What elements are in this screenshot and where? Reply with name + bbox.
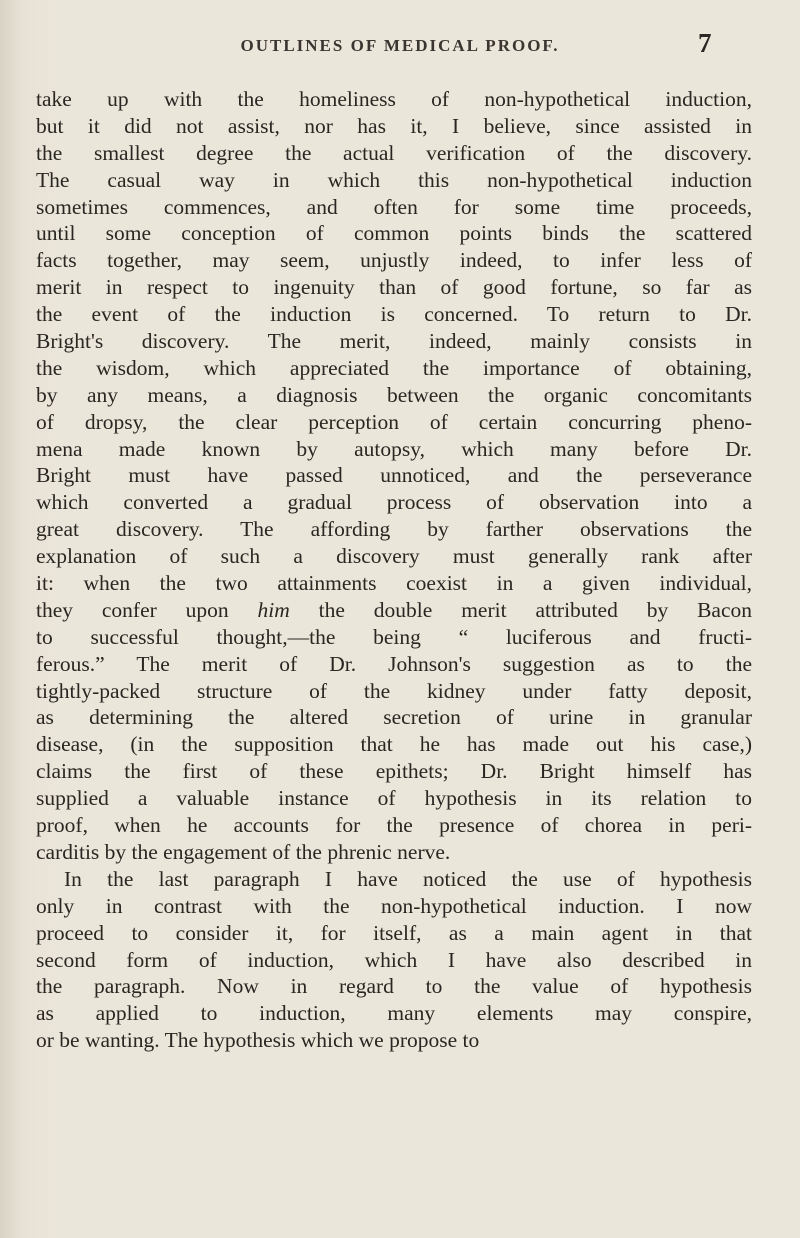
text-line: The casual way in which this non-hypothetical induction [36, 167, 752, 192]
text-line: the event of the induction is concerned. To return to Dr. [36, 302, 752, 327]
text-line: which converted a gradual process of observation into a [36, 490, 752, 515]
text-line: or be wanting. The hypothesis which we propose to [36, 1028, 480, 1053]
text-line: mena made known by autopsy, which many before Dr. [36, 436, 752, 461]
emphasis: him [257, 597, 290, 622]
text-line: the wisdom, which appreciated the importance of obtaining, [36, 355, 752, 380]
running-head-title: OUTLINES OF MEDICAL PROOF. [240, 36, 560, 55]
text-line: Bright's discovery. The merit, indeed, mainly consists in [36, 329, 752, 354]
text-line: they confer upon him the double merit attributed by Bacon [36, 597, 752, 622]
text-line: facts together, may seem, unjustly indeed, to infer less of [36, 248, 752, 273]
text-line: it: when the two attainments coexist in a given individual, [36, 571, 752, 596]
text-line: merit in respect to ingenuity than of good fortune, so far as [36, 275, 752, 300]
body-text [36, 86, 752, 1054]
text-line: until some conception of common points binds the scattered [36, 221, 752, 246]
text-line: sometimes commences, and often for some time proceeds, [36, 194, 752, 219]
page-number: 7 [698, 28, 712, 58]
running-head [0, 26, 800, 66]
text-line: supplied a valuable instance of hypothesis in its relation to [36, 786, 752, 811]
text-line: ferous.” The merit of Dr. Johnson's suggestion as to the [36, 651, 752, 676]
text-line: of dropsy, the clear perception of certain concurring pheno- [36, 409, 752, 434]
text-line: proceed to consider it, for itself, as a main agent in that [36, 920, 752, 945]
text-line: explanation of such a discovery must generally rank after [36, 544, 752, 569]
text-line: take up with the homeliness of non-hypothetical induction, [36, 87, 752, 111]
text-line: as determining the altered secretion of urine in granular [36, 705, 752, 730]
text-line: second form of induction, which I have also described in [36, 947, 752, 972]
text-line: disease, (in the supposition that he has made out his case,) [36, 732, 752, 757]
text-line: the paragraph. Now in regard to the value of hypothesis [36, 974, 752, 999]
text-line: carditis by the engagement of the phrenic nerve. [36, 839, 451, 864]
text-line: to successful thought,—the being “ luciferous and fructi- [36, 624, 752, 649]
text-line: In the last paragraph I have noticed the use of hypothesis [64, 866, 752, 891]
text-line: as applied to induction, many elements may conspire, [36, 1001, 752, 1026]
text-line: proof, when he accounts for the presence of chorea in peri- [36, 813, 752, 838]
text-line: the smallest degree the actual verification of the discovery. [36, 140, 752, 165]
text-line: claims the first of these epithets; Dr. Bright himself has [36, 759, 752, 784]
text-line: great discovery. The affording by farther observations the [36, 517, 752, 542]
text-line: tightly-packed structure of the kidney under fatty deposit, [36, 678, 752, 703]
text-line: but it did not assist, nor has it, I believe, since assisted in [36, 113, 752, 138]
text-line: by any means, a diagnosis between the organic concomitants [36, 382, 752, 407]
text-line: Bright must have passed unnoticed, and the perseverance [36, 463, 752, 488]
text-line: only in contrast with the non-hypothetical induction. I now [36, 893, 752, 918]
